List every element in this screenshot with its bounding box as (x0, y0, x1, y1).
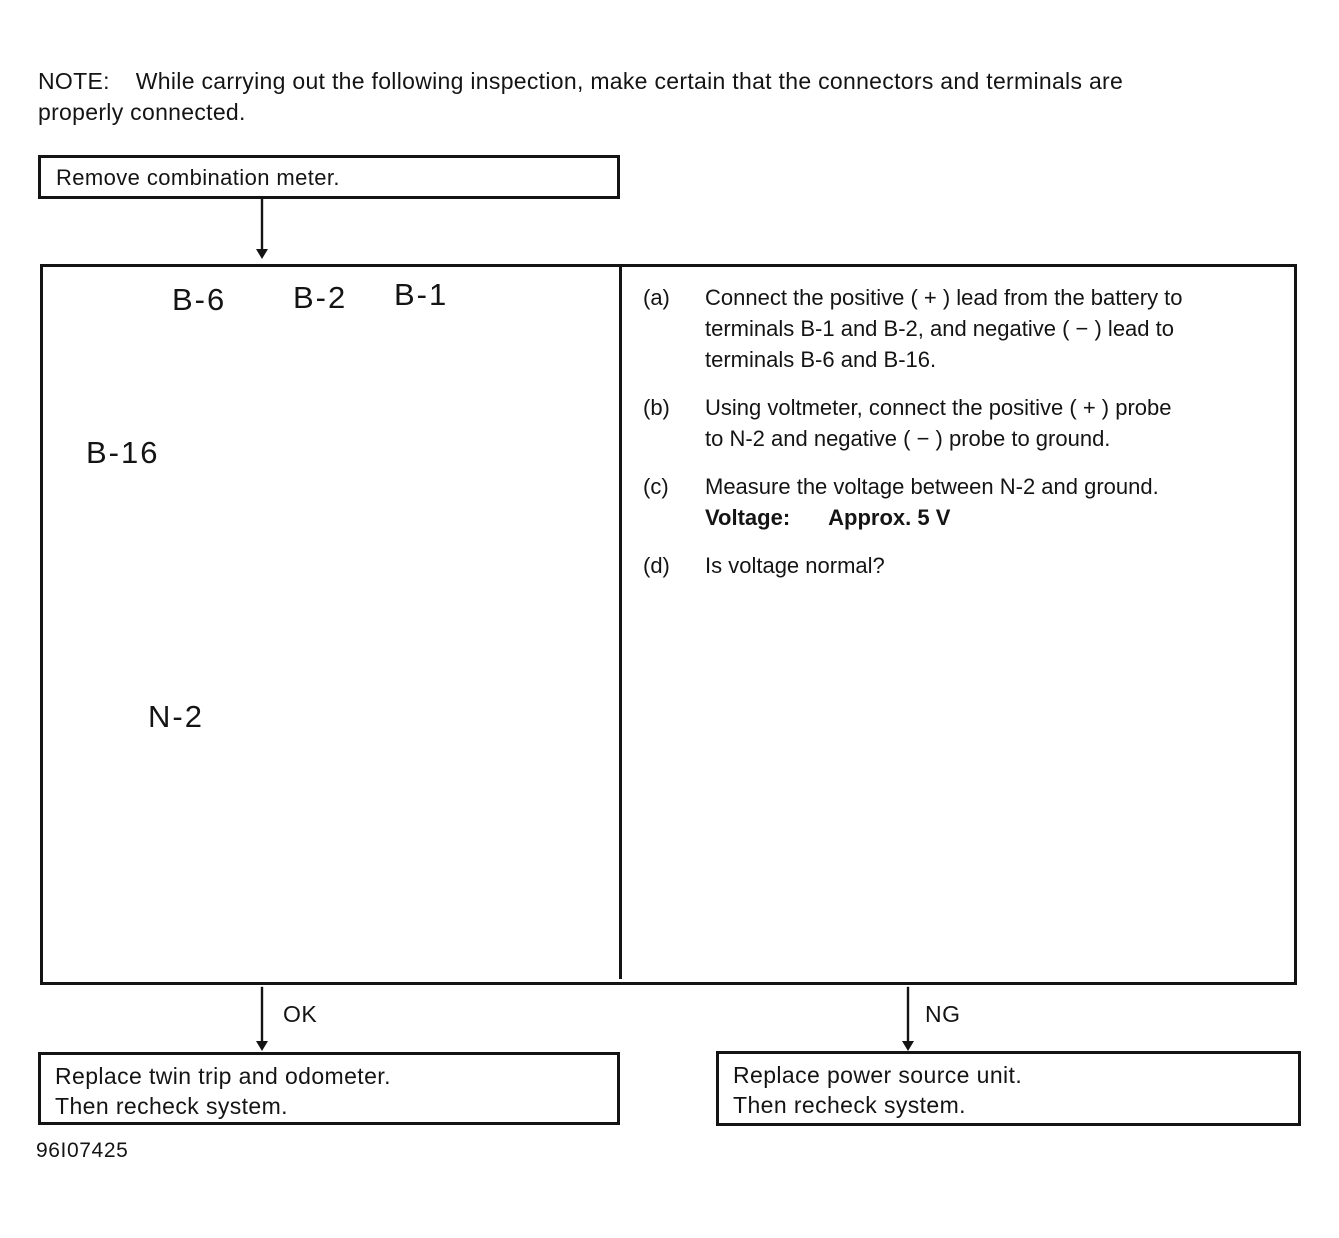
step-text-line: Is voltage normal? (705, 553, 885, 578)
ok-outcome-line-1: Replace twin trip and odometer. (55, 1063, 391, 1089)
inspection-box-divider (619, 267, 622, 979)
step-label: (c) (643, 474, 669, 499)
connector-label-b6: B-6 (172, 282, 227, 317)
procedure-steps (643, 282, 1295, 598)
procedure-step (643, 550, 1295, 581)
step-text-line: Measure the voltage between N-2 and ground. (705, 474, 1159, 499)
flow-box-start-text: Remove combination meter. (56, 165, 340, 190)
procedure-step (643, 392, 1295, 454)
step-text (705, 282, 1183, 375)
connector-label-b16: B-16 (86, 435, 160, 470)
ok-outcome-line-2: Then recheck system. (55, 1093, 288, 1119)
branch-label-ng: NG (925, 1001, 961, 1027)
flow-box-ng-outcome (716, 1051, 1301, 1126)
connector-label-b1: B-1 (394, 277, 449, 312)
branch-label-ok: OK (283, 1001, 318, 1027)
note-line-1: NOTE: While carrying out the following inspection, make certain that the connectors and terminals are (38, 68, 1124, 94)
note-paragraph (38, 66, 1330, 128)
step-text (705, 471, 1159, 533)
flow-box-ok-outcome (38, 1052, 620, 1125)
note-prefix: NOTE: (38, 68, 110, 94)
figure-code: 96I07425 (36, 1139, 129, 1162)
step-label: (b) (643, 395, 670, 420)
step-text (705, 392, 1172, 454)
flow-arrow-ok (256, 988, 268, 1051)
step-text-line: terminals B-6 and B-16. (705, 347, 937, 372)
step-text (705, 550, 885, 581)
flow-box-start (38, 155, 620, 199)
ng-outcome-line-2: Then recheck system. (733, 1092, 966, 1118)
step-label: (a) (643, 285, 670, 310)
voltage-spec: Voltage: Approx. 5 V (705, 505, 951, 530)
step-text-line: Using voltmeter, connect the positive ( + ) probe (705, 395, 1172, 420)
step-text-line: to N-2 and negative ( − ) probe to ground. (705, 426, 1111, 451)
step-text-line: Connect the positive ( + ) lead from the battery to (705, 285, 1183, 310)
flow-arrow-down (256, 199, 268, 259)
note-line-2: properly connected. (38, 99, 246, 125)
step-text-line: terminals B-1 and B-2, and negative ( − ) lead to (705, 316, 1174, 341)
flow-arrow-ng (902, 988, 914, 1051)
step-label: (d) (643, 553, 670, 578)
connector-label-b2: B-2 (293, 280, 348, 315)
procedure-step (643, 282, 1295, 375)
connector-label-n2: N-2 (148, 699, 204, 734)
ng-outcome-line-1: Replace power source unit. (733, 1062, 1023, 1088)
procedure-step (643, 471, 1295, 533)
